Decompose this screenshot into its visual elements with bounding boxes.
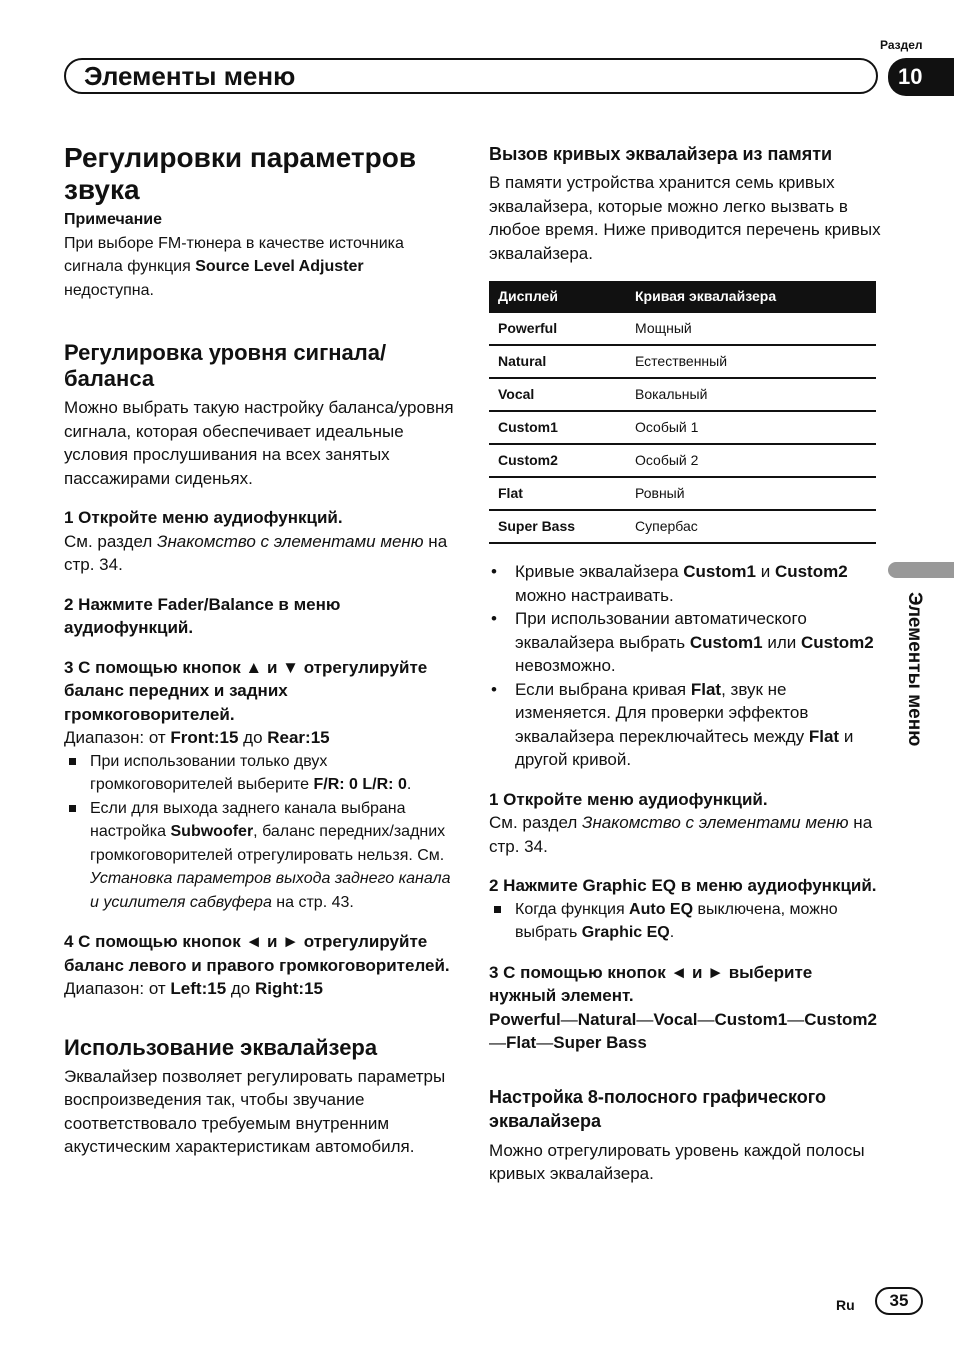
left-step-3-range: Диапазон: от Front:15 до Rear:15 — [64, 728, 330, 747]
left-column — [64, 142, 456, 1159]
eq-sequence-item: Custom2 — [804, 1009, 877, 1029]
table-row: Custom1 Особый 1 — [489, 411, 876, 444]
list-item: • Кривые эквалайзера Custom1 и Custom2 можно настраивать. — [489, 560, 881, 607]
eq-sequence-item: Natural — [577, 1009, 637, 1029]
side-tab-marker — [888, 562, 954, 578]
language-label: Ru — [836, 1297, 855, 1313]
recall-heading: Вызов кривых эквалайзера из памяти — [489, 144, 833, 164]
left-step-4-range: Диапазон: от Left:15 до Right:15 — [64, 979, 323, 998]
eq-sequence-dash: — — [560, 1009, 578, 1029]
side-tab-label: Элементы меню — [904, 592, 925, 747]
balance-heading: Регулировка уровня сигнала/ баланса — [64, 340, 387, 391]
eq-curves-table — [489, 281, 876, 544]
left-bullet-1: При использовании только двух громкоговорителей выберите F/R: 0 L/R: 0. — [64, 750, 456, 797]
balance-text: Можно выбрать такую настройку баланса/уровня сигнала, которая обеспечивает идеальные условия прослушивания на всех занятых пассажирами сиденьях. — [64, 398, 454, 488]
eq-sequence-dash: — — [787, 1009, 805, 1029]
recall-text: В памяти устройства хранится семь кривых эквалайзера, которые можно легко вызвать в любое время. Ниже приводится перечень кривых эквалайзера. — [489, 173, 881, 263]
table-row: Powerful Мощный — [489, 313, 876, 345]
eq-sequence-dash: — — [536, 1033, 554, 1052]
eq-notes-list — [489, 560, 881, 772]
right-step-1: 1 Откройте меню аудиофункций. — [489, 789, 768, 809]
table-row: Super Bass Супербас — [489, 510, 876, 543]
eq-sequence-item: Super Bass — [553, 1033, 647, 1052]
right-step-2: 2 Нажмите Graphic EQ в меню аудиофункций. — [489, 876, 877, 895]
eq-sequence-item: Powerful — [489, 1009, 561, 1029]
list-item: • При использовании автоматического эквалайзера выбрать Custom1 или Custom2 невозможно. — [489, 607, 881, 678]
right-column — [489, 142, 881, 1186]
right-step-1-ref: См. раздел Знакомство с элементами меню на стр. 34. — [489, 813, 873, 856]
page-number: 35 — [875, 1287, 923, 1315]
eq-sequence-dash: — — [697, 1009, 715, 1029]
eq-text: Эквалайзер позволяет регулировать параметры воспроизведения так, чтобы звучание соответствовало требуемым внутренним акустическим характеристикам автомобиля. — [64, 1066, 446, 1156]
table-header-display: Дисплей — [489, 281, 626, 313]
eq-sequence-item: Custom1 — [714, 1009, 788, 1029]
eq8-heading: Настройка 8-полосного графического эквалайзера — [489, 1086, 826, 1131]
left-step-2: 2 Нажмите Fader/Balance в меню аудиофункций. — [64, 594, 341, 637]
list-item: • Если выбрана кривая Flat, звук не изменяется. Для проверки эффектов эквалайзера переключайтесь между Flat и другой кривой. — [489, 678, 881, 772]
eq-sequence-dash: — — [636, 1009, 654, 1029]
eq-sequence-dash: — — [489, 1033, 506, 1052]
left-step-3: 3 С помощью кнопок ▲ и ▼ отрегулируйте баланс передних и задних громкоговорителей. — [64, 657, 428, 724]
table-row: Vocal Вокальный — [489, 378, 876, 411]
left-step-4: 4 С помощью кнопок ◄ и ► отрегулируйте баланс левого и правого громкоговорителей. — [64, 932, 450, 975]
right-step-3: 3 С помощью кнопок ◄ и ► выберите нужный элемент. — [489, 962, 813, 1005]
header-title: Элементы меню — [84, 61, 296, 91]
eq-heading: Использование эквалайзера — [64, 1034, 378, 1060]
left-bullet-2: Если для выхода заднего канала выбрана настройка Subwoofer, баланс передних/задних громкоговорителей отрегулировать нельзя. См. Установка параметров выхода заднего канала и усилителя сабвуфера на стр. 43. — [64, 797, 456, 915]
note-text: При выборе FM-тюнера в качестве источника сигнала функция Source Level Adjuster недоступна. — [64, 234, 404, 299]
table-row: Flat Ровный — [489, 477, 876, 510]
eq8-text: Можно отрегулировать уровень каждой полосы кривых эквалайзера. — [489, 1140, 865, 1183]
note-title: Примечание — [64, 211, 163, 228]
section-label: Раздел — [880, 38, 923, 52]
eq-sequence-item: Flat — [506, 1033, 537, 1052]
section-number: 10 — [888, 58, 954, 96]
left-step-1-ref: См. раздел Знакомство с элементами меню на стр. 34. — [64, 531, 448, 574]
table-row: Custom2 Особый 2 — [489, 444, 876, 477]
table-row: Natural Естественный — [489, 345, 876, 378]
right-bullet: Когда функция Auto EQ выключена, можно выбрать Graphic EQ. — [489, 898, 881, 945]
eq-sequence-item: Vocal — [653, 1009, 698, 1029]
eq-sequence — [489, 1008, 881, 1055]
left-step-1: 1 Откройте меню аудиофункций. — [64, 508, 343, 527]
page-title: Регулировки параметров звука — [64, 142, 417, 205]
table-header-curve: Кривая эквалайзера — [626, 281, 876, 313]
